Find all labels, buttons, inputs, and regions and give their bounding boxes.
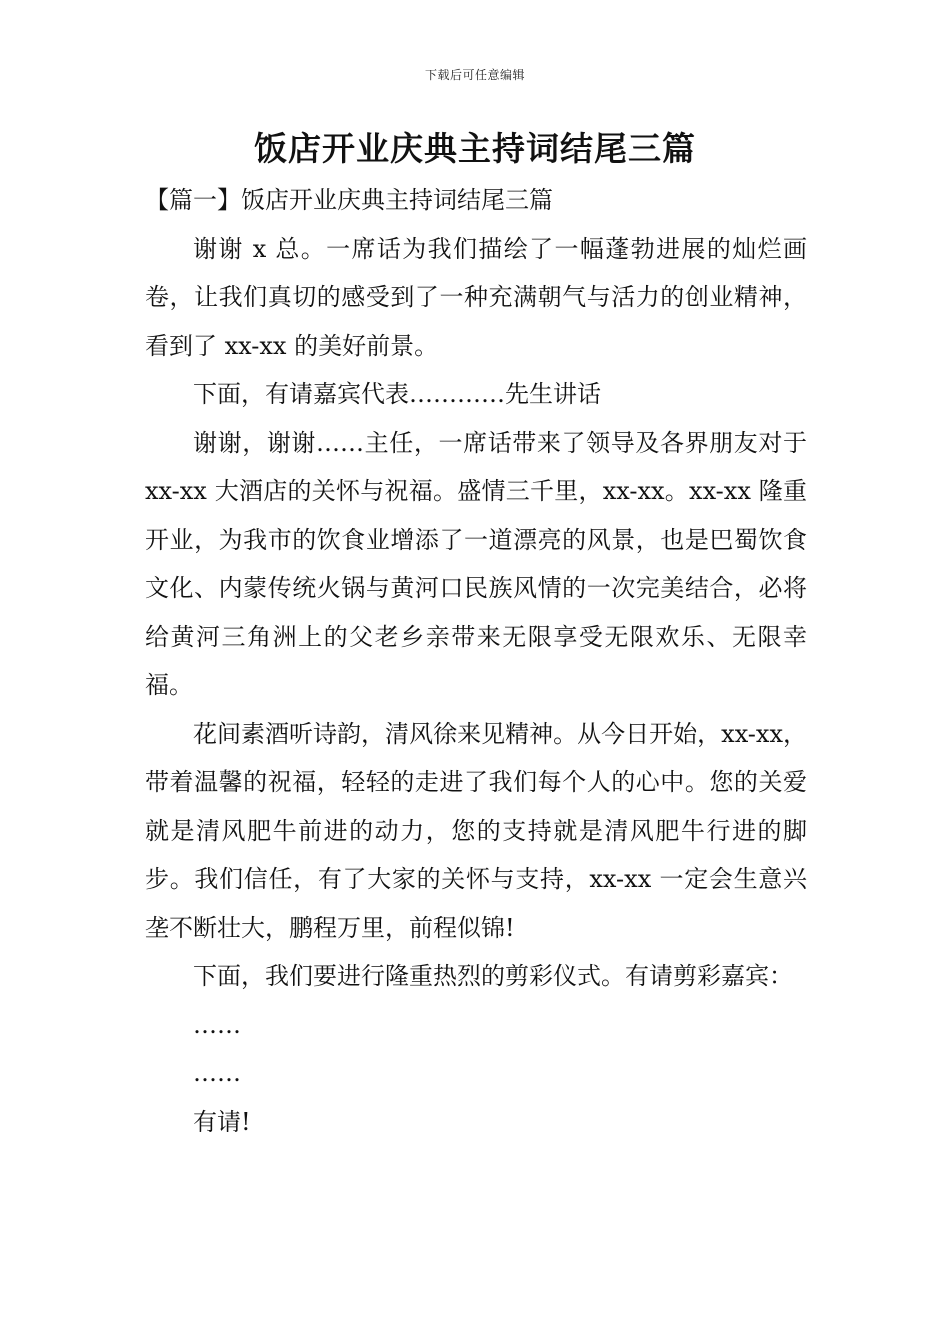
document-title: 饭店开业庆典主持词结尾三篇 <box>254 129 696 168</box>
paragraph: 下面，有请嘉宾代表…………先生讲话 <box>193 380 601 408</box>
ellipsis-line: …… <box>193 1010 241 1039</box>
paragraph: 花间素酒听诗韵，清风徐来见精神。从今日开始，xx-xx，带着温馨的祝福，轻轻的走进了我们每个人的心中。您的关爱就是清风肥牛前进的动力，您的支持就是清风肥牛行进的脚步。我们信任，有了大家的关怀与支持，xx-xx 一定会生意兴垄不断壮大，鹏程万里，前程似锦! <box>145 719 807 942</box>
paragraph: 谢谢 x 总。一席话为我们描绘了一幅蓬勃进展的灿烂画卷，让我们真切的感受到了一种充满朝气与活力的创业精神，看到了 xx-xx 的美好前景。 <box>145 234 807 360</box>
header-note: 下载后可任意编辑 <box>424 68 525 82</box>
section-heading: 【篇一】饭店开业庆典主持词结尾三篇 <box>145 186 553 214</box>
document-body <box>145 176 807 1146</box>
ellipsis-line: …… <box>193 1059 241 1087</box>
paragraph: 有请! <box>193 1107 251 1136</box>
paragraph: 下面，我们要进行隆重热烈的剪彩仪式。有请剪彩嘉宾： <box>193 962 793 990</box>
paragraph: 谢谢，谢谢……主任，一席话带来了领导及各界朋友对于 xx-xx 大酒店的关怀与祝福。盛情三千里，xx-xx。xx-xx 隆重开业，为我市的饮食业增添了一道漂亮的风景，也是巴蜀饮食文化、内蒙传统火锅与黄河口民族风情的一次完美结合，必将给黄河三角洲上的父老乡亲带来无限享受无限欢乐、无限幸福。 <box>145 428 807 699</box>
